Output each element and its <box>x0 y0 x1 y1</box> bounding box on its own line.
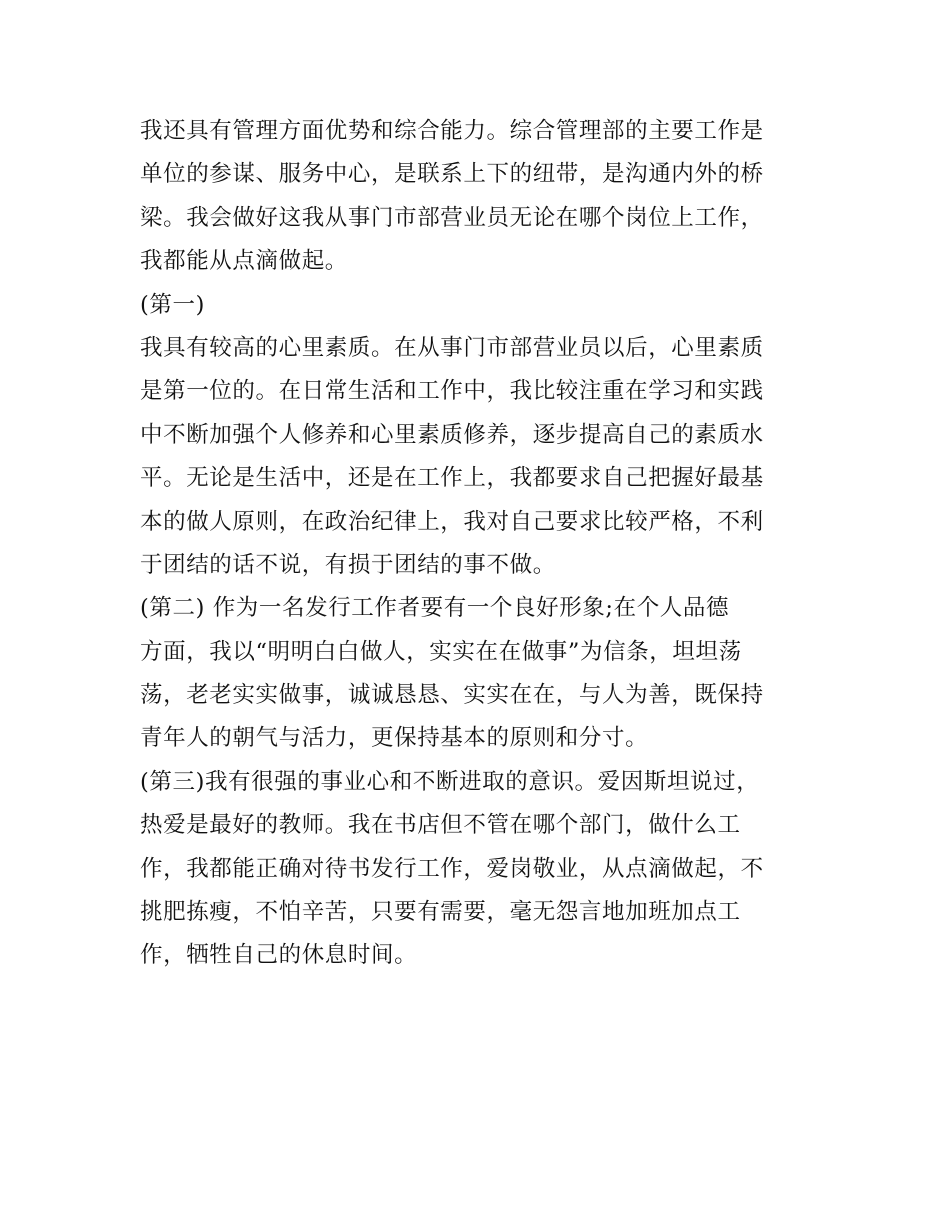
section-heading-1: (第一) <box>140 291 205 318</box>
text-line: 方面，我以“明明白白做人，实实在在做事”为信条，坦坦荡 <box>140 638 742 665</box>
text-line: 我具有较高的心里素质。在从事门市部营业员以后，心里素质 <box>140 334 764 361</box>
text-line: 梁。我会做好这我从事门市部营业员无论在哪个岗位上工作， <box>140 204 764 231</box>
text-line: 中不断加强个人修养和心里素质修养，逐步提高自己的素质水 <box>140 421 764 448</box>
text-line: 作，牺牲自己的休息时间。 <box>140 942 418 969</box>
text-line: 平。无论是生活中，还是在工作上，我都要求自己把握好最基 <box>140 465 764 492</box>
text-line: 挑肥拣瘦，不怕辛苦，只要有需要，毫无怨言地加班加点工 <box>140 899 741 926</box>
text-line: 本的做人原则，在政治纪律上，我对自己要求比较严格，不利 <box>140 508 764 535</box>
text-line: 我还具有管理方面优势和综合能力。综合管理部的主要工作是 <box>140 118 764 144</box>
text-line: 我都能从点滴做起。 <box>140 248 348 275</box>
text-line: 单位的参谋、服务中心，是联系上下的纽带，是沟通内外的桥 <box>140 161 764 188</box>
section-3-line: (第三)我有很强的事业心和不断进取的意识。爱因斯坦说过， <box>140 768 760 795</box>
section-2-line: (第二) 作为一名发行工作者要有一个良好形象;在个人品德 <box>140 595 730 622</box>
text-line: 作，我都能正确对待书发行工作，爱岗敬业，从点滴做起，不 <box>140 855 764 882</box>
text-line: 于团结的话不说，有损于团结的事不做。 <box>140 551 556 578</box>
text-line: 热爱是最好的教师。我在书店但不管在哪个部门，做什么工 <box>140 812 741 839</box>
text-line: 青年人的朝气与活力，更保持基本的原则和分寸。 <box>140 725 649 752</box>
text-line: 是第一位的。在日常生活和工作中，我比较注重在学习和实践 <box>140 378 764 405</box>
body-text <box>140 110 820 978</box>
text-line: 荡，老老实实做事，诚诚恳恳、实实在在，与人为善，既保持 <box>140 682 764 709</box>
